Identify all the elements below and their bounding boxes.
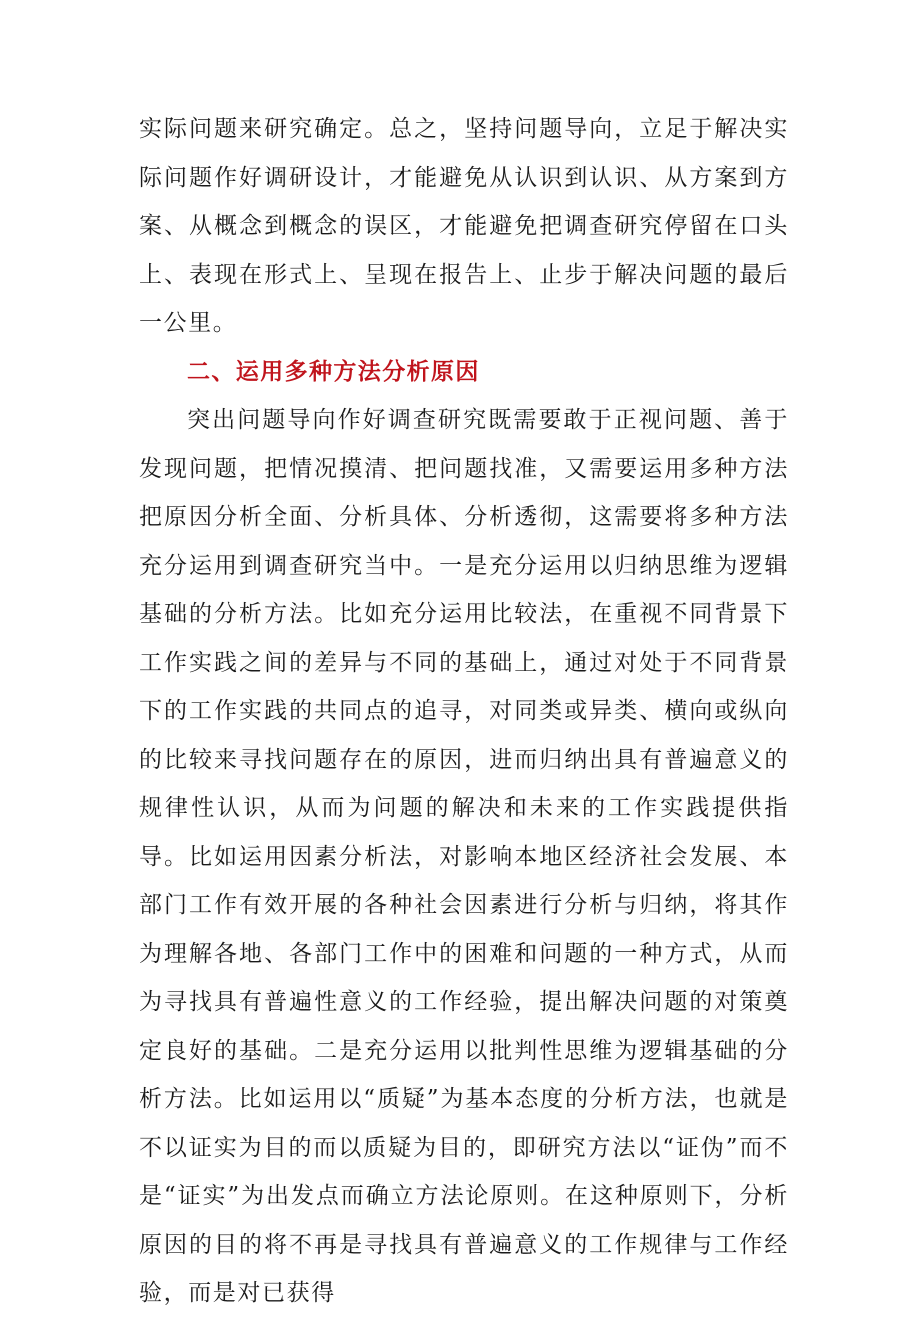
continuation-paragraph: 实际问题来研究确定。总之，坚持问题导向，立足于解决实际问题作好调研设计，才能避免从认识到认识、从方案到方案、从概念到概念的误区，才能避免把调查研究停留在口头上、表现在形式上、呈现在报告上、止步于解决问题的最后一公里。 bbox=[139, 116, 789, 336]
main-paragraph: 突出问题导向作好调查研究既需要敢于正视问题、善于发现问题，把情况摸清、把问题找准，又需要运用多种方法把原因分析全面、分析具体、分析透彻，这需要将多种方法充分运用到调查研究当中。一是充分运用以归纳思维为逻辑基础的分析方法。比如充分运用比较法，在重视不同背景下工作实践之间的差异与不同的基础上，通过对处于不同背景下的工作实践的共同点的追寻，对同类或异类、横向或纵向的比较来寻找问题存在的原因，进而归纳出具有普遍意义的规律性认识，从而为问题的解决和未来的工作实践提供指导。比如运用因素分析法，对影响本地区经济社会发展、本部门工作有效开展的各种社会因素进行分析与归纳，将其作为理解各地、各部门工作中的困难和问题的一种方式，从而为寻找具有普遍性意义的工作经验，提出解决问题的对策奠定良好的基础。二是充分运用以批判性思维为逻辑基础的分析方法。比如运用以“质疑”为基本态度的分析方法，也就是不以证实为目的而以质疑为目的，即研究方法以“证伪”而不是“证实”为出发点而确立方法论原则。在这种原则下，分析原因的目的将不再是寻找具有普遍意义的工作规律与工作经验，而是对已获得 bbox=[139, 407, 789, 1306]
section-heading: 二、运用多种方法分析原因 bbox=[187, 358, 480, 385]
document-body bbox=[139, 105, 789, 1318]
